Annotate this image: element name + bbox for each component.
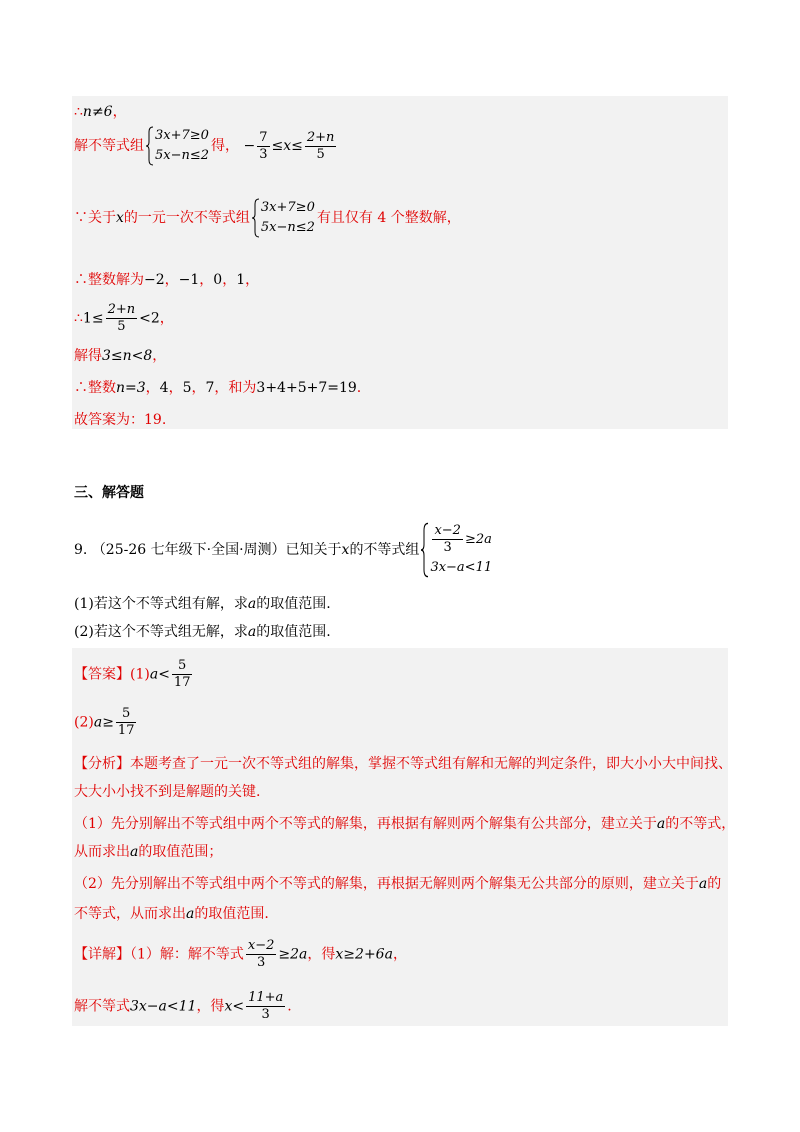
fraction bbox=[246, 938, 277, 971]
punct: ， bbox=[164, 272, 179, 288]
var-a: a bbox=[130, 844, 139, 860]
value: 7 bbox=[205, 380, 215, 396]
numerator: x−2 bbox=[434, 523, 461, 538]
value: 4 bbox=[159, 380, 169, 396]
numerator: 11+a bbox=[248, 990, 284, 1005]
punct: . bbox=[356, 380, 362, 396]
minus-sign: − bbox=[243, 138, 256, 154]
value: −2 bbox=[144, 272, 165, 288]
line-integer-values bbox=[74, 270, 259, 290]
text: 的取值范围. bbox=[256, 596, 331, 612]
text-four-integer-solutions: 有且仅有 4 个整数解， bbox=[316, 210, 461, 226]
text: 【详解】（1）解：解不等式 bbox=[74, 946, 244, 963]
text-integer: ∴整数 bbox=[74, 380, 116, 396]
text-integer-solutions: ∴整数解为 bbox=[74, 272, 144, 288]
question-part-2 bbox=[74, 622, 331, 642]
var-a: a bbox=[656, 816, 666, 832]
text-system-label: 的一元一次不等式组 bbox=[123, 210, 250, 226]
line-sum bbox=[74, 378, 361, 398]
text: （2）先分别解出不等式组中两个不等式的解集，再根据无解则两个解集无公共部分的原则，建立关于 bbox=[74, 876, 699, 892]
line-solve-system bbox=[74, 126, 338, 166]
text-because: ∵关于 bbox=[74, 210, 116, 226]
system-row: 5x−n≤2 bbox=[260, 220, 315, 235]
numerator: 7 bbox=[259, 129, 268, 145]
text: 的取值范围； bbox=[138, 844, 223, 860]
text: 从而求出 bbox=[74, 844, 130, 860]
punct: ， bbox=[159, 310, 174, 327]
text: 的取值范围. bbox=[194, 906, 269, 922]
var-a: a bbox=[247, 624, 257, 640]
therefore-symbol: ∴ bbox=[74, 310, 83, 327]
analysis-line-5 bbox=[74, 874, 721, 894]
answer-line-1 bbox=[74, 658, 194, 691]
line-bound-inequality bbox=[74, 302, 174, 335]
numerator: 5 bbox=[172, 658, 193, 675]
math: ≥2a bbox=[278, 946, 308, 963]
math-result: x≥2+6a bbox=[335, 946, 393, 963]
math-n-ne-6: n≠6 bbox=[82, 104, 113, 120]
text: 的取值范围. bbox=[256, 624, 331, 640]
text-solve: 解得 bbox=[74, 348, 102, 364]
question-text: 的不等式组 bbox=[349, 542, 420, 558]
system-row: 3x+7≥0 bbox=[155, 128, 209, 143]
punct: ， bbox=[214, 380, 229, 396]
text: 解不等式 bbox=[74, 998, 130, 1015]
denominator: 3 bbox=[443, 540, 452, 555]
punct: ， bbox=[112, 104, 127, 120]
math-n-range: 3≤n<8 bbox=[102, 348, 153, 364]
fraction-2n-5 bbox=[305, 130, 337, 163]
question-number: 9. bbox=[74, 542, 88, 558]
analysis-line-6 bbox=[74, 904, 269, 924]
punct: ， bbox=[152, 348, 167, 364]
section-heading: 三、解答题 bbox=[74, 485, 144, 501]
system-row bbox=[430, 522, 492, 558]
brace-icon bbox=[421, 522, 429, 578]
system-row: 3x+7≥0 bbox=[260, 200, 315, 215]
denominator: 5 bbox=[117, 319, 126, 334]
answer-line-2 bbox=[74, 706, 138, 739]
inequality-system-a bbox=[146, 126, 209, 166]
part-label: (2) bbox=[74, 714, 94, 731]
var-x: x bbox=[341, 542, 350, 558]
fraction bbox=[246, 990, 285, 1023]
detail-line-2 bbox=[74, 990, 292, 1023]
math: ≥2a bbox=[464, 532, 492, 547]
text: (1)若这个不等式组有解，求 bbox=[74, 596, 248, 612]
numerator: x−2 bbox=[247, 938, 275, 953]
punct: ， bbox=[222, 272, 237, 288]
punct: ， bbox=[168, 380, 183, 396]
analysis-line-1 bbox=[74, 754, 732, 774]
line-n-not-6 bbox=[74, 102, 127, 122]
numerator: 2+n bbox=[306, 129, 335, 145]
punct: ， bbox=[199, 272, 214, 288]
math-right: <2 bbox=[139, 310, 160, 327]
math-n-eq-3: n=3 bbox=[116, 380, 146, 396]
math: a< bbox=[149, 666, 170, 683]
var-a: a bbox=[186, 906, 195, 922]
text-sum: 和为 bbox=[228, 380, 257, 396]
text: 大大小小找不到是解题的关键. bbox=[74, 784, 261, 800]
part-label: (1) bbox=[130, 666, 150, 683]
numerator: 5 bbox=[116, 706, 137, 723]
analysis-line-3 bbox=[74, 814, 735, 834]
text-solve-system: 解不等式组 bbox=[74, 138, 144, 154]
system-row: 5x−n≤2 bbox=[155, 148, 210, 163]
numerator: 2+n bbox=[107, 302, 136, 317]
answer-label: 【答案】 bbox=[74, 666, 130, 683]
fraction-2n-5 bbox=[106, 302, 138, 335]
line-solve-n-range bbox=[74, 346, 166, 366]
denominator: 3 bbox=[259, 146, 268, 162]
text: （1）先分别解出不等式组中两个不等式的解集，再根据有解则两个解集有公共部分，建立关于 bbox=[74, 816, 657, 832]
denominator: 3 bbox=[261, 1007, 270, 1022]
denominator: 5 bbox=[316, 146, 325, 162]
math-sum: 3+4+5+7=19 bbox=[256, 380, 357, 396]
text: ，得 bbox=[196, 998, 225, 1015]
math-leq-x-leq: ≤x≤ bbox=[271, 138, 303, 154]
text: 不等式，从而求出 bbox=[74, 906, 186, 922]
value: 1 bbox=[236, 272, 246, 288]
math: x< bbox=[224, 998, 245, 1015]
question-9 bbox=[74, 522, 494, 578]
math-left: 1≤ bbox=[82, 310, 104, 327]
system-row: 3x−a<11 bbox=[430, 560, 493, 575]
line-integer-solutions-condition bbox=[74, 198, 461, 238]
value: −1 bbox=[178, 272, 200, 288]
inequality-system-b bbox=[252, 198, 315, 238]
inequality-system-q9 bbox=[421, 522, 492, 578]
value: 5 bbox=[182, 380, 192, 396]
brace-icon bbox=[146, 126, 154, 166]
fraction-5-17 bbox=[172, 658, 193, 691]
var-x: x bbox=[116, 210, 124, 226]
text: ，得 bbox=[307, 946, 336, 963]
denominator: 17 bbox=[117, 723, 135, 738]
fraction-7-3 bbox=[257, 130, 269, 163]
question-source: （25-26 七年级下·全国·周测）已知关于 bbox=[91, 542, 342, 558]
fraction-5-17 bbox=[116, 706, 137, 739]
brace-icon bbox=[252, 198, 260, 238]
var-a: a bbox=[247, 596, 257, 612]
text: 【分析】本题考查了一元一次不等式组的解集，掌握不等式组有解和无解的判定条件，即大小小大中间找、 bbox=[74, 756, 732, 772]
punct: ， bbox=[191, 380, 206, 396]
fraction bbox=[432, 523, 463, 556]
punct: ， bbox=[245, 272, 260, 288]
text: 的 bbox=[707, 876, 722, 892]
punct: . bbox=[287, 998, 292, 1015]
punct: ， bbox=[392, 946, 407, 963]
question-part-1 bbox=[74, 594, 331, 614]
math: a≥ bbox=[93, 714, 114, 731]
var-a: a bbox=[698, 876, 708, 892]
text: 的不等式， bbox=[665, 816, 736, 832]
text-answer: 故答案为：19. bbox=[74, 412, 167, 428]
text-de: 得， bbox=[211, 138, 240, 154]
denominator: 3 bbox=[257, 955, 266, 970]
analysis-line-2 bbox=[74, 782, 260, 802]
detail-line-1 bbox=[74, 938, 407, 971]
therefore-symbol: ∴ bbox=[74, 104, 83, 120]
math: 3x−a<11 bbox=[130, 998, 197, 1015]
punct: ， bbox=[145, 380, 160, 396]
denominator: 17 bbox=[173, 675, 191, 690]
line-answer-19 bbox=[74, 410, 166, 430]
value: 0 bbox=[213, 272, 223, 288]
text: (2)若这个不等式组无解，求 bbox=[74, 624, 248, 640]
analysis-line-4 bbox=[74, 842, 222, 862]
